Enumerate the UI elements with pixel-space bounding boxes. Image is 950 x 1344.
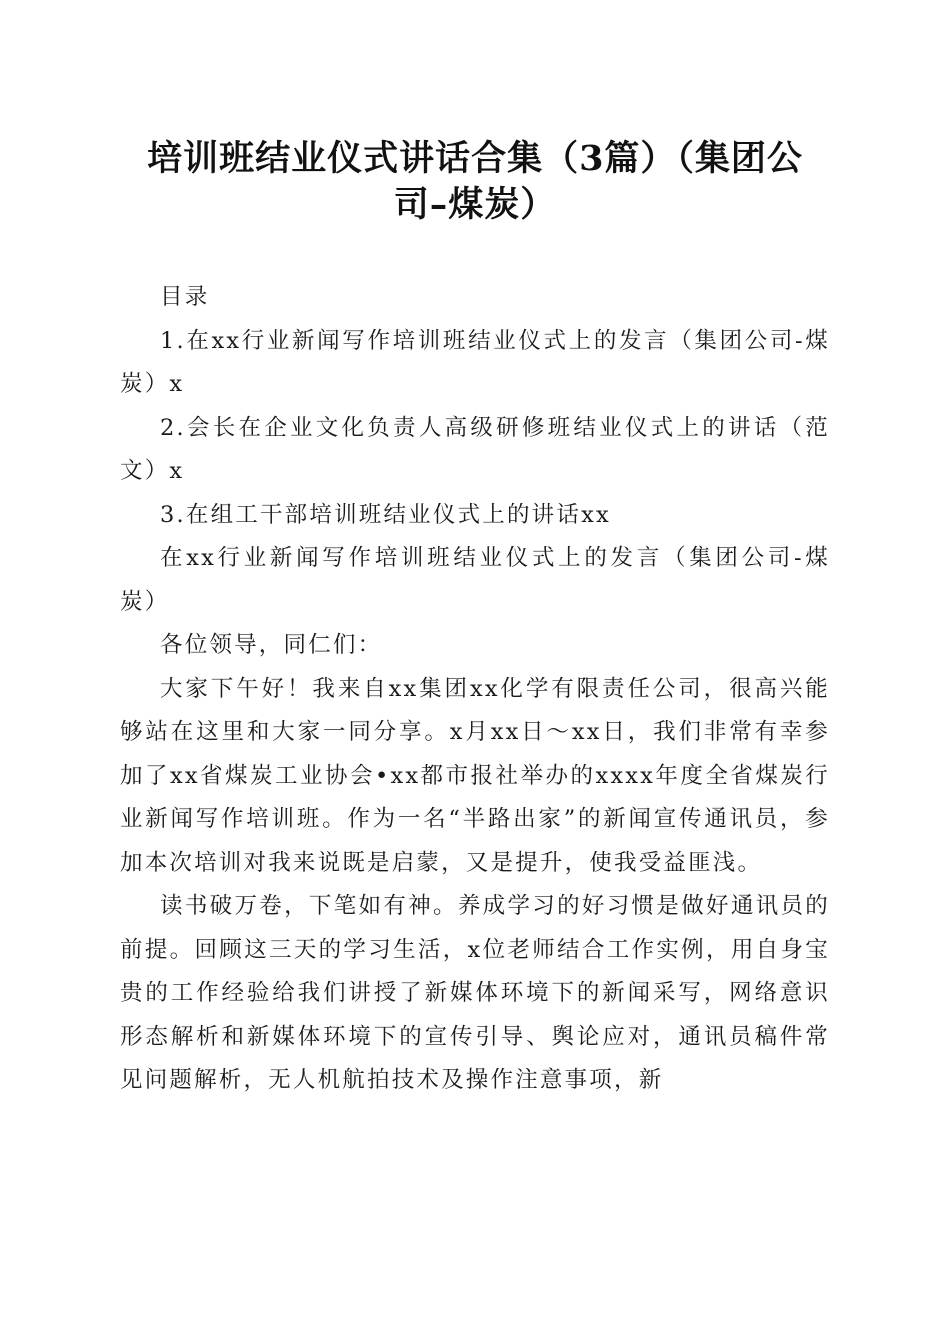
- greeting: 各位领导，同仁们：: [160, 632, 383, 658]
- toc-item-2: 2.会长在企业文化负责人高级研修班结业仪式上的讲话（范文）x: [120, 414, 830, 484]
- toc-heading: 目录: [160, 284, 210, 310]
- document-title: 培训班结业仪式讲话合集（3篇）（集团公司–煤炭）: [147, 138, 803, 225]
- section-title: 在xx行业新闻写作培训班结业仪式上的发言（集团公司-煤炭）: [120, 545, 830, 615]
- document-body: [120, 276, 830, 1103]
- toc-item-3: 3.在组工干部培训班结业仪式上的讲话xx: [160, 501, 611, 528]
- body-paragraph-2: 读书破万卷，下笔如有神。养成学习的好习惯是做好通讯员的前提。回顾这三天的学习生活，x位老师结合工作实例，用自身宝贵的工作经验给我们讲授了新媒体环境下的新闻采写，网络意识形态解析和新媒体环境下的宣传引导、舆论应对，通讯员稿件常见问题解析，无人机航拍技术及操作注意事项，新: [120, 893, 830, 1093]
- toc-item-1: 1.在xx行业新闻写作培训班结业仪式上的发言（集团公司-煤炭）x: [120, 327, 830, 397]
- body-paragraph-1: 大家下午好！我来自xx集团xx化学有限责任公司，很高兴能够站在这里和大家一同分享。x月xx日～xx日，我们非常有幸参加了xx省煤炭工业协会•xx都市报社举办的xxxx年度全省煤炭行业新闻写作培训班。作为一名“半路出家”的新闻宣传通讯员，参加本次培训对我来说既是启蒙，又是提升，使我受益匪浅。: [120, 675, 830, 876]
